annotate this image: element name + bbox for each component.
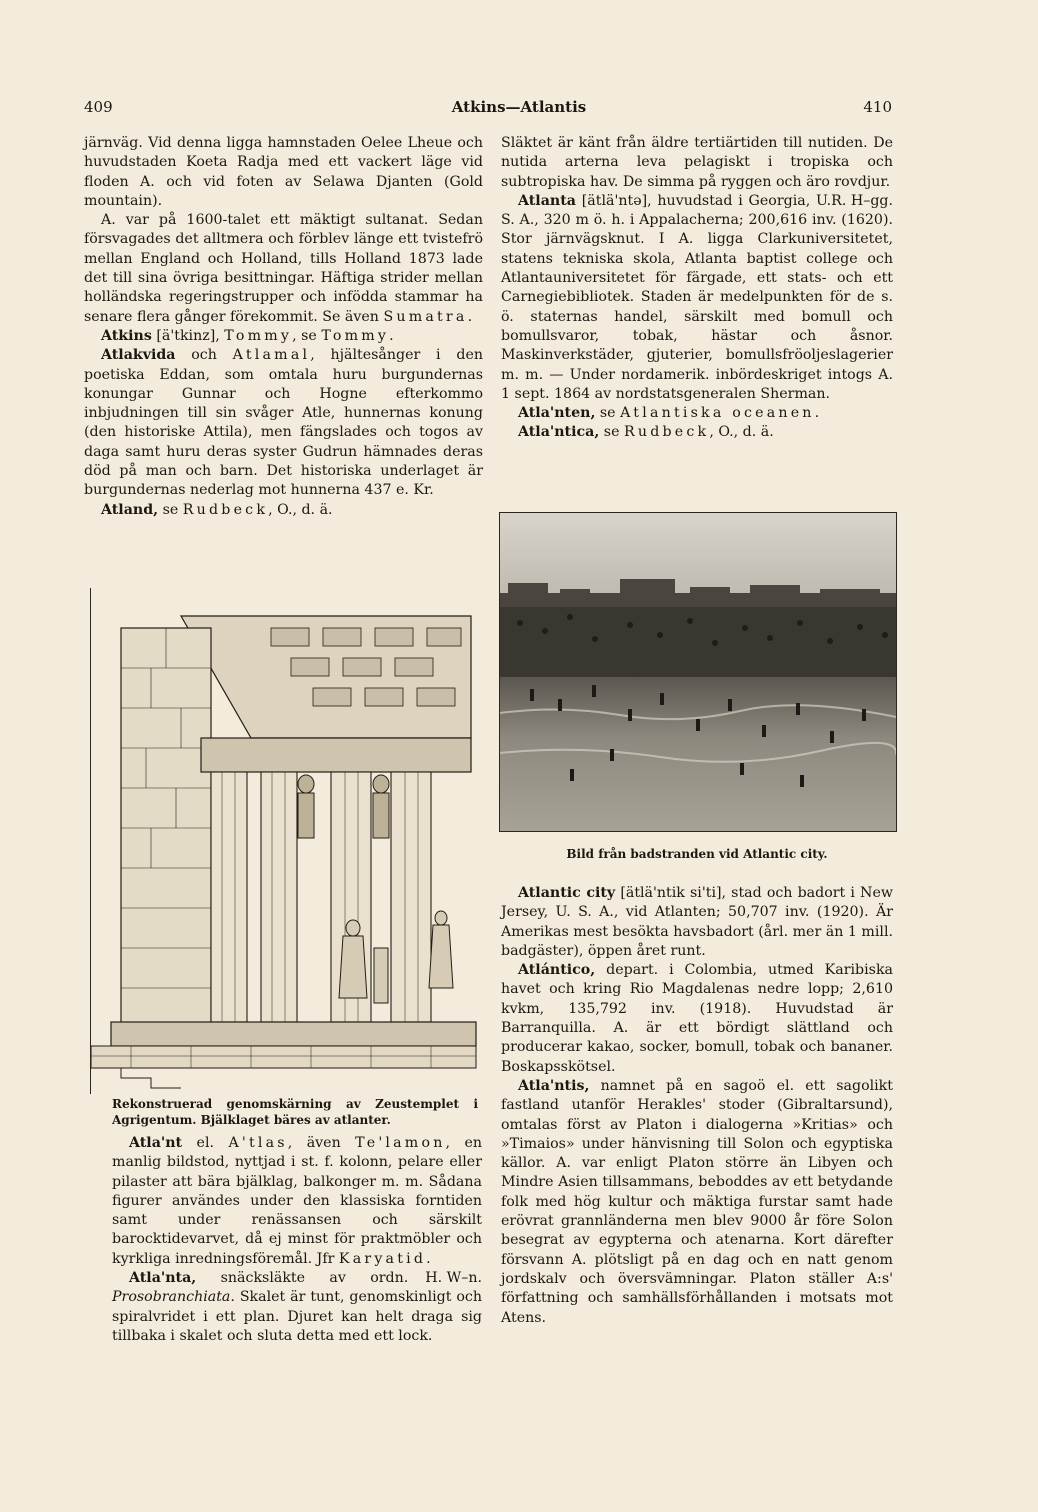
entry-atlantica: Atla'ntica, se Rudbeck, O., d. ä. xyxy=(518,424,774,441)
ref-tommy-2: Tommy xyxy=(321,327,390,344)
ref-rudbeck: Rudbeck xyxy=(182,501,269,518)
entry-atlantis: Atla'ntis, namnet på en sagoö el. ett sagolikt fastland utanför Herakles' stoder (Gibraltarsund), omtalas först av Platon i dialogerna »Kritias» och »Timaios» under hänvisning till Solon och egyptiska källor. A. var enligt Platon större än Libyen och Mindre Asien tillsammans, beboddes av ett betydande folk med hög kultur och mäktiga furstar samt hade erövrat grannländerna men blev 9000 år före Solon besegrat av egypterna och atenarna. Kort därefter försvann A. plötsligt på en dag och en natt genom jordskalv och översvämningar. Platon ställer A:s' författning och samhällsförhållanden i motsats mot Atens. xyxy=(501,1077,893,1326)
left-page-number: 409 xyxy=(84,98,113,116)
ref-tommy-1: Tommy xyxy=(224,327,293,344)
entry-atlantico: Atlántico, depart. i Colombia, utmed Karibiska havet och kring Rio Magdalenas nedre lopp; 2,610 kvkm, 135,792 inv. (1918). Huvudstad är Barranquilla. A. är ett bördigt slättland och producerar kakao, socker, bomull, tobak och bananer. Boskapsskötsel. xyxy=(501,962,893,1075)
beach-photo-caption: Bild från badstranden vid Atlantic city. xyxy=(566,847,828,861)
headword-atlant: Atla'nt xyxy=(129,1135,183,1151)
ref-karyatid: Karyatid xyxy=(338,1250,427,1267)
right-column-bottom xyxy=(501,884,893,1328)
signature-rhgg: R. H–gg. xyxy=(831,192,893,209)
headword-atkins: Atkins xyxy=(101,327,152,344)
left-column-top xyxy=(84,134,483,520)
latin-prosobranchiata: Prosobranchiata. xyxy=(112,1289,235,1306)
entry-atkins: Atkins [ä'tkinz], Tommy, se Tommy. xyxy=(101,327,394,344)
paragraph-jarnvag: järnväg. Vid denna ligga hamnstaden Oelee Lheue och huvudstaden Koeta Radja med ett vackert läge vid floden A. och vid foten av Selawa Djanten (Gold mountain). xyxy=(84,135,483,209)
entry-atlakvida: Atlakvida och Atlamal, hjältesånger i den poetiska Eddan, som omtala huru burgundernas konungar Gunnar och Hogne efterkommo inbjudningen till sin svåger Atle, hunnernas konung (den historiske Attila), men fängslades och togos av daga samt huru deras syster Gudrun hämnades deras död på man och barn. Det historiska underlaget är burgundernas nederlag mot hunnerna 437 e. Kr. xyxy=(84,347,483,499)
headword-atlantic-city: Atlantic city xyxy=(518,885,616,901)
entry-atlanta-snail: Atla'nta, snäcksläkte av ordn. Prosobranchiata. Skalet är tunt, genomskinligt och spiralvridet i ett plan. Djuret kan helt draga sig tillbaka i skalet och sluta detta med ett lock. xyxy=(112,1270,482,1344)
paragraph-slaktet: Släktet är känt från äldre tertiärtiden till nutiden. De nutida arterna leva pelagiskt i tropiska och subtropiska hav. De simma på ryggen och äro rovdjur. R. H–gg. xyxy=(501,134,893,192)
running-head: Atkins—Atlantis xyxy=(451,98,587,116)
headword-atlanta-snail: Atla'nta, xyxy=(129,1270,197,1287)
entry-atland: Atland, se Rudbeck, O., d. ä. xyxy=(101,501,333,518)
temple-figure-caption: Rekonstruerad genomskärning av Zeustemplet i Agrigentum. Bjälklaget bäres av atlanter. xyxy=(112,1097,478,1127)
entry-atlant: Atla'nt el. A'tlas, även Te'lamon, en manlig bildstod, nyttjad i st. f. kolonn, pelare eller pilaster att bära bjälklag, balkonger m. m. Sådana figurer användes under den klassiska forntiden samt under renässansen och särskilt barocktidevarvet, då ej minst för praktmöbler och kyrkliga inredningsföremål. Jfr Karyatid. H. W–n. xyxy=(112,1134,482,1269)
entry-atlanta-city: Atlanta [ätlä'ntə], huvudstad i Georgia, U. S. A., 320 m ö. h. i Appalacherna; 200,616 inv. (1620). Stor järnvägsknut. I A. ligga Clarkuniversitetet, statens tekniska skola, Atlanta baptist college och Atlantauniversitetet för färgade, ett stats- och ett Carnegiebibliotek. Staden är medelpunkten för de s. ö. staternas handel, särskilt med bomull och bomullsvaror, tobak, hästar och åsnor. Maskinverkstäder, gjuterier, bomullsfröoljeslagerier m. m. — Under nordamerik. inbördeskriget intogs A. 1 sept. 1864 av nordstatsgeneralen Sherman. xyxy=(501,192,893,402)
temple-engraving-svg xyxy=(91,588,481,1094)
right-column-top xyxy=(501,134,893,443)
left-column-bottom xyxy=(112,1134,482,1346)
headword-atlanta-city: Atlanta xyxy=(518,192,576,209)
headword-atlantico: Atlántico, xyxy=(518,962,596,979)
entry-atlanten: Atla'nten, se Atlantiska oceanen. xyxy=(518,405,820,422)
ref-sumatra: Sumatra xyxy=(383,308,468,325)
headword-atlantica: Atla'ntica, xyxy=(518,424,600,441)
headword-atlakvida: Atlakvida xyxy=(101,347,176,364)
headword-atland: Atland, xyxy=(101,501,159,518)
beach-photo xyxy=(499,512,897,832)
ref-atlantiska-oceanen: Atlantiska oceanen xyxy=(620,405,815,422)
paragraph-sultanat: A. var på 1600-talet ett mäktigt sultanat. Sedan försvagades det alltmera och förblev länge ett tvistefrö mellan England och Holland, tills Holland 1873 lade det till sina övriga besittningar. Häftiga strider mellan holländska regeringstrupper och infödda stammar ha senare flera gånger förekommit. Se även Sumatra. xyxy=(84,212,483,325)
headword-atlanten: Atla'nten, xyxy=(518,405,596,422)
headword-atlantis: Atla'ntis, xyxy=(518,1077,590,1094)
beach-photo-svg xyxy=(500,513,896,831)
temple-cross-section-illustration xyxy=(90,588,481,1094)
ref-atlamal: Atlamal xyxy=(232,347,311,364)
entry-atlantic-city: Atlantic city [ätlä'ntik si'ti], stad och badort i New Jersey, U. S. A., vid Atlanten; 50,707 inv. (1920). Är Amerikas mest besökta havsbadort (årl. mer än 1 mill. badgäster), öppen året runt. xyxy=(501,885,893,959)
right-page-number: 410 xyxy=(863,98,892,116)
signature-hwn: H. W–n. xyxy=(425,1270,482,1287)
ref-atlas: A'tlas xyxy=(228,1135,288,1151)
ref-telamon: Te'lamon xyxy=(355,1135,446,1151)
ref-rudbeck-2: Rudbeck xyxy=(624,424,710,441)
